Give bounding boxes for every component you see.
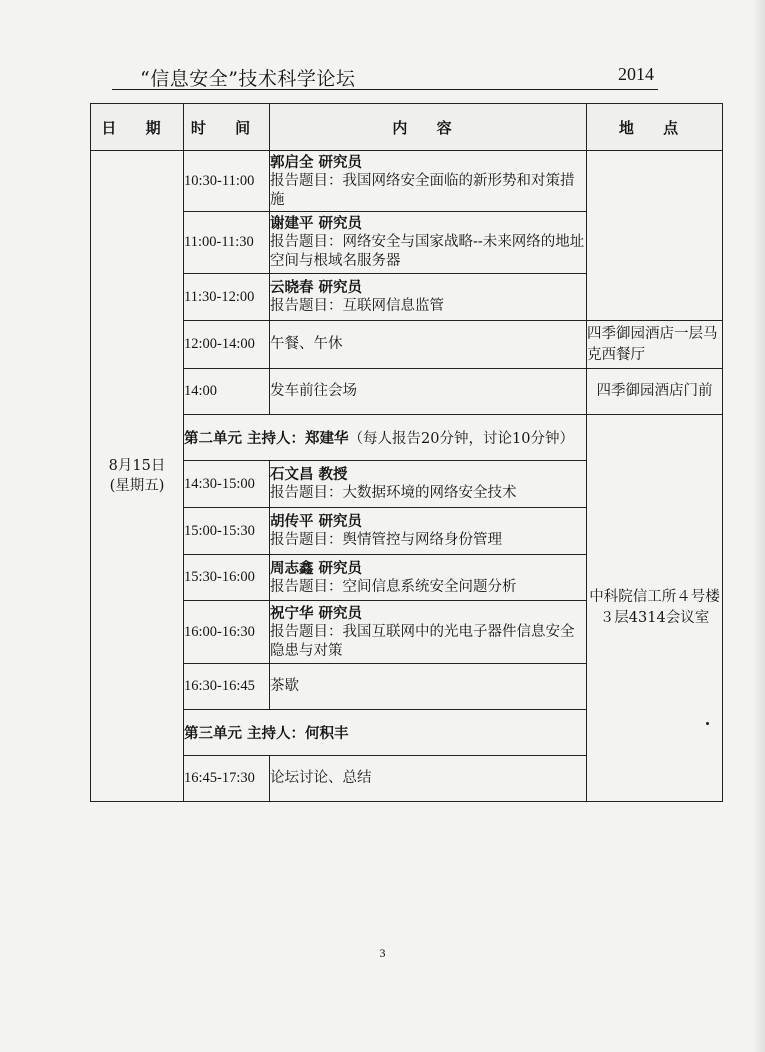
venue-cell-morning [587, 151, 723, 321]
content-cell [270, 151, 587, 212]
column-header-time: 时 间 [184, 104, 270, 151]
time-cell: 10:30-11:00 [184, 151, 270, 212]
speaker-name: 郭启全 研究员 [270, 153, 363, 171]
section-title: 第二单元 主持人：郑建华 [184, 430, 349, 447]
speaker-name: 胡传平 研究员 [270, 513, 363, 530]
content-cell [270, 508, 587, 555]
header-title: “信息安全”技术科学论坛 [140, 68, 356, 90]
column-header-venue: 地 点 [587, 104, 723, 151]
time-cell: 16:00-16:30 [184, 601, 270, 664]
time-cell: 14:30-15:00 [184, 461, 270, 508]
content-cell [270, 212, 587, 274]
column-header-date: 日 期 [91, 104, 184, 151]
content-cell [270, 461, 587, 508]
talk-title: 报告题目：网络安全与国家战略--未来网络的地址空间与根域名服务器 [270, 234, 585, 269]
speaker-name: 周志鑫 研究员 [270, 559, 363, 577]
content-cell [270, 601, 587, 664]
time-cell: 11:00-11:30 [184, 212, 270, 274]
talk-title: 报告题目：空间信息系统安全问题分析 [270, 578, 517, 595]
page-header [112, 60, 658, 90]
time-cell: 12:00-14:00 [184, 321, 270, 369]
section-header-unit-2 [184, 415, 587, 461]
time-cell: 15:00-15:30 [184, 508, 270, 555]
content-cell: 论坛讨论、总结 [270, 756, 587, 802]
time-cell: 16:45-17:30 [184, 756, 270, 802]
date-weekday: (星期五) [109, 478, 165, 494]
talk-title: 报告题目：互联网信息监管 [270, 298, 444, 314]
column-header-content: 内 容 [270, 104, 587, 151]
venue-cell-afternoon: 中科院信工所４号楼３层4314会议室 [587, 415, 723, 802]
section-title: 第三单元 主持人：何积丰 [184, 725, 349, 742]
content-cell [270, 555, 587, 601]
table-header-row [91, 104, 723, 151]
page-number: 3 [379, 946, 386, 960]
section-note: （每人报告20分钟，讨论10分钟） [348, 431, 574, 447]
content-cell: 午餐、午休 [270, 321, 587, 369]
header-divider [112, 89, 658, 90]
table-row [91, 415, 723, 461]
speaker-name: 石文昌 教授 [270, 466, 348, 483]
date-day: 8月15日 [108, 458, 166, 474]
schedule-table [90, 103, 723, 802]
table-row [91, 151, 723, 212]
venue-cell: 四季御园酒店门前 [587, 369, 723, 415]
time-cell: 16:30-16:45 [184, 664, 270, 710]
speaker-name: 祝宁华 研究员 [270, 604, 363, 622]
talk-title: 报告题目：我国互联网中的光电子器件信息安全隐患与对策 [270, 623, 575, 659]
section-header-unit-3 [184, 710, 587, 756]
scan-edge-shadow [753, 0, 765, 1052]
speaker-name: 云晓春 研究员 [270, 279, 363, 296]
content-cell: 发车前往会场 [270, 369, 587, 415]
time-cell: 15:30-16:00 [184, 555, 270, 601]
time-cell: 14:00 [184, 369, 270, 415]
table-row [91, 321, 723, 369]
time-cell: 11:30-12:00 [184, 274, 270, 321]
venue-cell: 四季御园酒店一层马克西餐厅 [587, 321, 723, 369]
content-cell: 茶歇 [270, 664, 587, 710]
table-row [91, 369, 723, 415]
talk-title: 报告题目：大数据环境的网络安全技术 [270, 485, 517, 501]
speaker-name: 谢建平 研究员 [270, 215, 363, 232]
content-cell [270, 274, 587, 321]
talk-title: 报告题目：我国网络安全面临的新形势和对策措施 [270, 172, 575, 208]
talk-title: 报告题目：舆情管控与网络身份管理 [270, 532, 502, 548]
header-year: 2014 [618, 64, 654, 84]
scan-speck [706, 722, 709, 725]
date-cell [91, 151, 184, 802]
